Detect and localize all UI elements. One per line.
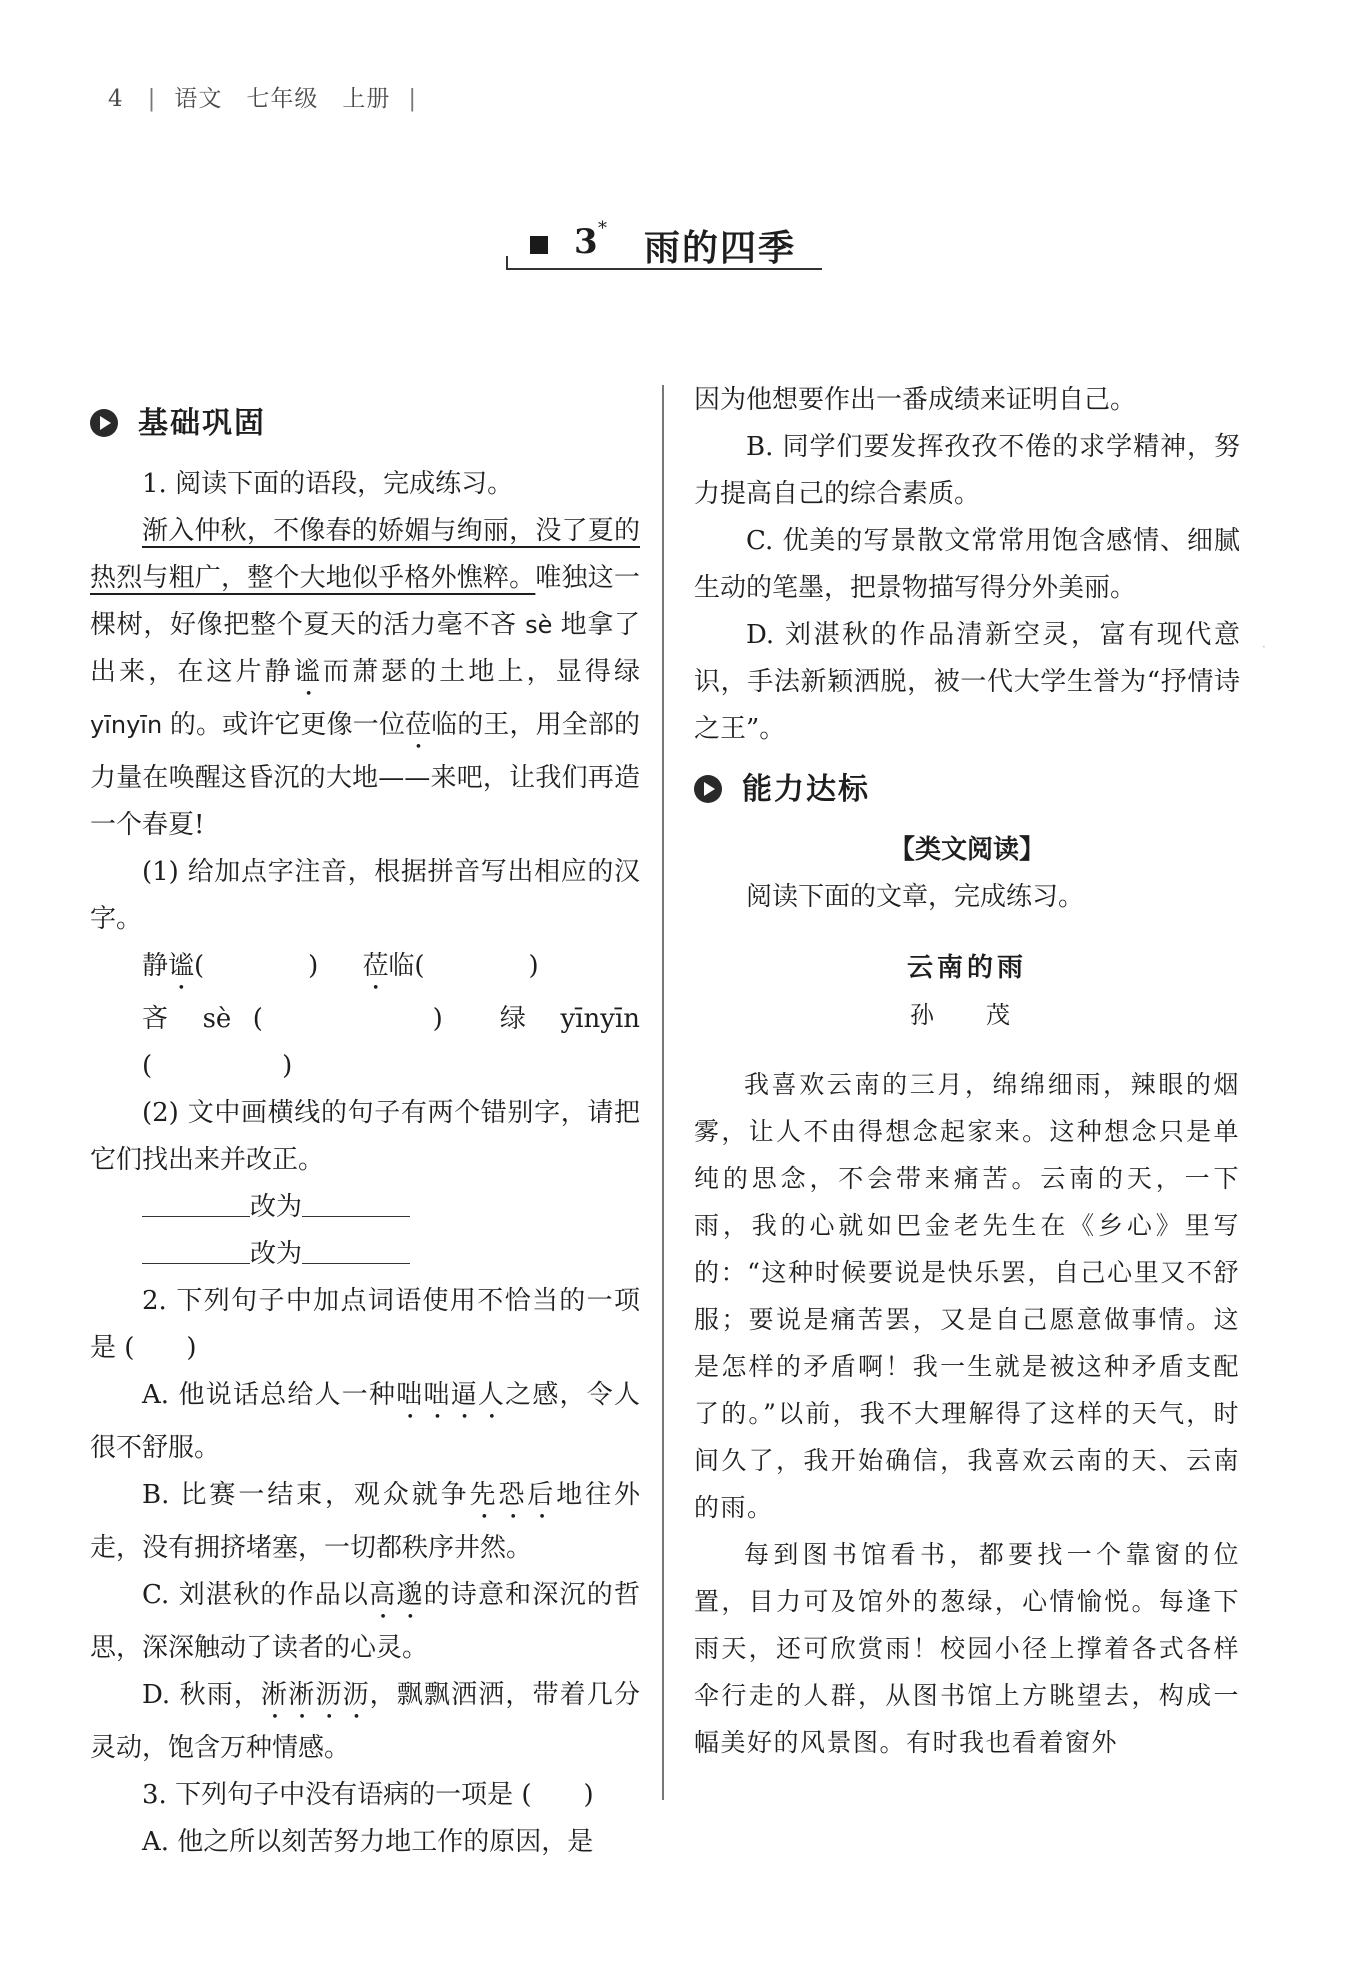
- question-2: 2. 下列句子中加点词语使用不恰当的一项是 ( ): [90, 1286, 640, 1363]
- dotted-char: 谧: [293, 657, 323, 687]
- page-header: [108, 80, 423, 113]
- option-text: D. 秋雨，: [142, 1680, 262, 1710]
- passage-text: 地拿了出来，在这片静: [90, 610, 640, 687]
- option-text: C. 刘湛秋的作品以: [142, 1580, 370, 1610]
- left-column: [90, 395, 640, 1866]
- header-grade: 七年级: [246, 86, 319, 112]
- article-paragraph: 每到图书馆看书，都要找一个靠窗的位置，目力可及馆外的葱绿，心情愉悦。每逢下雨天，还可欣赏雨！校园小径上撑着各式各样伞行走的人群，从图书馆上方眺望去，构成一幅美好的风景图。有时我也看着窗外: [694, 1540, 1240, 1757]
- header-volume: 上册: [342, 86, 391, 112]
- column-divider: [662, 385, 664, 1800]
- answer-paren[interactable]: ( ): [194, 951, 319, 981]
- page-number: 4: [108, 86, 124, 112]
- question-3: 3. 下列句子中没有语病的一项是 ( ): [142, 1780, 594, 1810]
- header-subject: 语文: [174, 86, 223, 112]
- fill-row-2: [90, 996, 640, 1090]
- answer-blank[interactable]: [142, 1233, 250, 1264]
- article-title: 云南的雨: [906, 953, 1027, 983]
- fill-char: 静: [142, 951, 169, 981]
- lesson-title-text: 雨的四季: [644, 227, 797, 269]
- dotted-word: 咄咄逼人: [396, 1380, 506, 1410]
- option-a: A. 他之所以刻苦努力地工作的原因，是: [142, 1827, 594, 1857]
- pinyin: sè: [516, 611, 561, 639]
- section-heading-text: 能力达标: [742, 771, 870, 807]
- dotted-char: 莅: [405, 710, 432, 740]
- option-text: 地往外走，没有拥挤堵塞，一切都秩序井然。: [90, 1480, 640, 1563]
- option-text: 之感，令人很不舒服。: [90, 1380, 640, 1463]
- lesson-title: [506, 220, 822, 270]
- scan-speck: ·: [1262, 640, 1266, 654]
- question-1: 1. 阅读下面的语段，完成练习。: [142, 469, 514, 499]
- article-paragraph: 我喜欢云南的三月，绵绵细雨，辣眼的烟雾，让人不由得想念起家来。这种想念只是单纯的思念，不会带来痛苦。云南的天，一下雨，我的心就如巴金老先生在《乡心》里写的：“这种时候要说是快乐罢，自己心里又不舒服；要说是痛苦罢，又是自己愿意做事情。这是怎样的矛盾啊！我一生就是被这种矛盾支配了的。”以前，我不大理解得了这样的天气，时间久了，我开始确信，我喜欢云南的天、云南的雨。: [694, 1070, 1240, 1522]
- pinyin: yīnyīn: [90, 711, 170, 739]
- reading-passage: [90, 508, 640, 849]
- lesson-star: *: [598, 218, 607, 239]
- option-text: 的诗意和深沉的哲思，深深触动了读者的心灵。: [90, 1580, 640, 1663]
- answer-blank[interactable]: [302, 1186, 410, 1217]
- option-b: [90, 1472, 640, 1572]
- question-1-sub-1: (1) 给加点字注音，根据拼音写出相应的汉字。: [90, 857, 640, 934]
- option-d: D. 刘湛秋的作品清新空灵，富有现代意识，手法新颖洒脱，被一代大学生誉为“抒情诗之王”。: [694, 620, 1240, 744]
- option-b: B. 同学们要发挥孜孜不倦的求学精神，努力提高自己的综合素质。: [694, 432, 1240, 509]
- passage-text: 唯独这一棵树，好像把整个夏天的活力毫不吝: [90, 563, 640, 640]
- dotted-word: 淅淅沥沥: [261, 1680, 370, 1710]
- option-text: B. 比赛一结束，观众就争: [142, 1480, 470, 1510]
- dotted-word: 先恐后: [469, 1480, 557, 1510]
- change-to-label: 改为: [250, 1239, 303, 1269]
- dotted-char: 谧: [168, 951, 195, 981]
- right-column: [694, 377, 1240, 1766]
- play-circle-icon: [694, 775, 722, 803]
- play-circle-icon: [90, 409, 118, 437]
- answer-blank[interactable]: [142, 1186, 250, 1217]
- dotted-word: 高邈: [369, 1580, 424, 1610]
- change-to-label: 改为: [250, 1192, 303, 1222]
- answer-blank[interactable]: [302, 1233, 410, 1264]
- section-heading-ability: [694, 761, 1240, 817]
- correction-row: [90, 1231, 640, 1278]
- fill-item[interactable]: 吝 sè ( ): [142, 1004, 443, 1034]
- section-heading-basic: [90, 395, 640, 451]
- passage-text: 的。或许它更像一位: [169, 710, 406, 740]
- option-text: A. 他说话总给人一种: [142, 1380, 397, 1410]
- article-author: 孙 茂: [910, 1001, 1024, 1029]
- passage-text: 临的王，用全部的力量在唤醒这昏沉的大地——来吧，让我们再造一个春夏!: [90, 710, 640, 840]
- sub-section-heading: 【类文阅读】: [888, 835, 1045, 865]
- lesson-number: 3: [574, 222, 598, 262]
- option-c: [90, 1572, 640, 1672]
- question-1-sub-2: (2) 文中画横线的句子有两个错别字，请把它们找出来并改正。: [90, 1098, 640, 1175]
- passage-text: 而萧瑟的土地上，显得绿: [322, 657, 640, 687]
- reading-intro: 阅读下面的文章，完成练习。: [746, 882, 1085, 912]
- section-heading-text: 基础巩固: [138, 405, 266, 441]
- title-square-icon: [530, 236, 548, 254]
- header-bar: |: [408, 86, 418, 112]
- option-a: [90, 1372, 640, 1472]
- fill-char: 临: [388, 951, 415, 981]
- option-a-continued: 因为他想要作出一番成绩来证明自己。: [694, 385, 1137, 415]
- option-c: C. 优美的写景散文常常用饱含感情、细腻生动的笔墨，把景物描写得分外美丽。: [694, 526, 1240, 603]
- answer-paren[interactable]: ( ): [414, 951, 539, 981]
- option-d: [90, 1672, 640, 1772]
- correction-row: [90, 1184, 640, 1231]
- header-bar: |: [147, 86, 157, 112]
- fill-row-1: [90, 943, 640, 996]
- dotted-char: 莅: [362, 951, 389, 981]
- option-text: ，飘飘洒洒，带着几分灵动，饱含万种情感。: [90, 1680, 640, 1763]
- underlined-sentence: 渐入仲秋，不像春的娇媚与绚丽，没了夏的热烈与粗广，整个大地似乎格外憔粹。: [90, 516, 640, 593]
- fill-item[interactable]: 绿 yīnyīn ( ): [142, 1004, 641, 1081]
